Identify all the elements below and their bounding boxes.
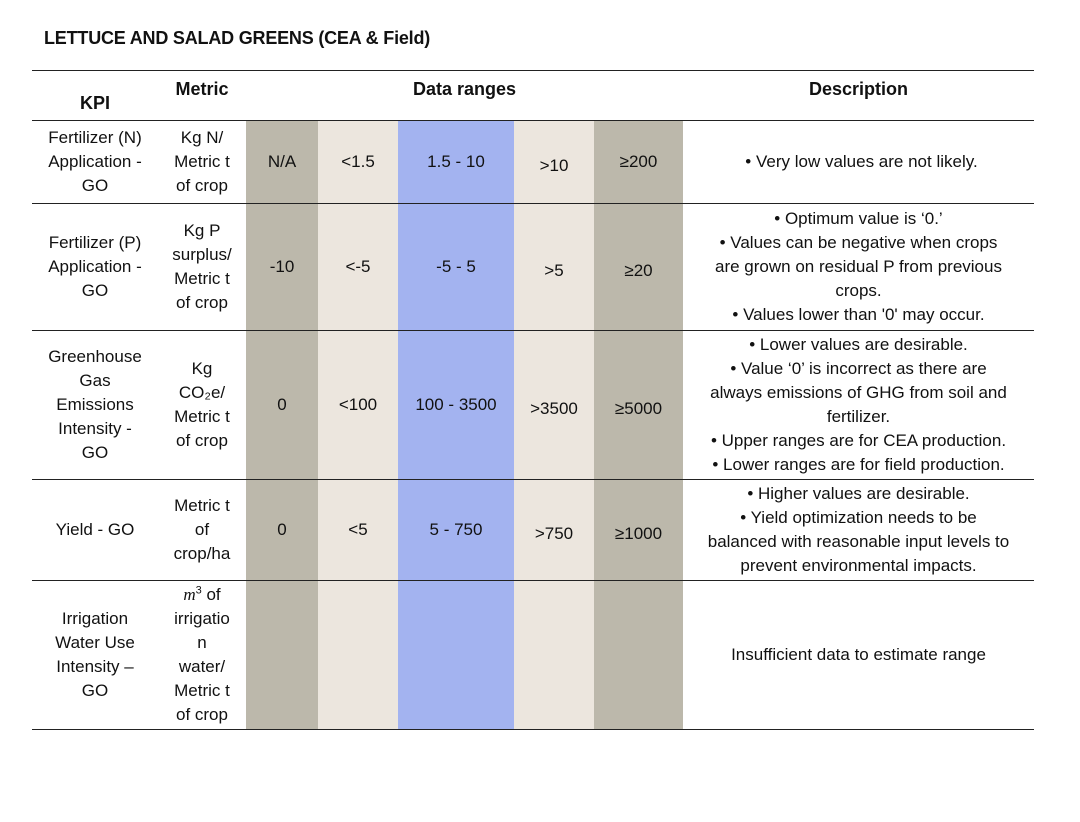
range-cell	[246, 581, 318, 730]
range-cell: >10	[514, 121, 594, 204]
header-metric: Metric	[158, 71, 246, 121]
range-cell: N/A	[246, 121, 318, 204]
range-cell: 100 - 3500	[398, 331, 514, 480]
range-cell: 1.5 - 10	[398, 121, 514, 204]
metric-cell: Kg P surplus/ Metric t of crop	[158, 204, 246, 331]
range-cell: <5	[318, 480, 398, 581]
range-cell: 0	[246, 480, 318, 581]
range-cell: >750	[514, 480, 594, 581]
range-cell	[398, 581, 514, 730]
range-cell	[514, 581, 594, 730]
range-cell: <-5	[318, 204, 398, 331]
description-cell: • Higher values are desirable. • Yield optimization needs to be balanced with reasonable input levels to prevent environmental impacts.	[683, 480, 1034, 581]
header-description: Description	[683, 71, 1034, 121]
table-row	[32, 581, 1034, 730]
metric-cell: Kg N/ Metric t of crop	[158, 121, 246, 204]
range-cell: -10	[246, 204, 318, 331]
metric-cell: $m^3$ of irrigatio n water/ Metric t of crop	[158, 581, 246, 730]
range-cell: 0	[246, 331, 318, 480]
header-data-ranges: Data ranges	[246, 71, 683, 121]
description-cell: Insufficient data to estimate range	[683, 581, 1034, 730]
table-row	[32, 204, 1034, 331]
range-cell: <100	[318, 331, 398, 480]
metric-cell: Kg CO₂e/ Metric t of crop	[158, 331, 246, 480]
range-cell: >5	[514, 204, 594, 331]
table-row	[32, 331, 1034, 480]
table-row	[32, 480, 1034, 581]
kpi-cell: Fertilizer (P) Application - GO	[32, 204, 158, 331]
kpi-cell: Greenhouse Gas Emissions Intensity - GO	[32, 331, 158, 480]
kpi-cell: Yield - GO	[32, 480, 158, 581]
range-cell: ≥200	[594, 121, 683, 204]
description-cell: • Lower values are desirable. • Value ‘0’ is incorrect as there are always emissions of GHG from soil and fertilizer. • Upper ranges are for CEA production. • Lower ranges are for field production.	[683, 331, 1034, 480]
kpi-table	[32, 70, 1034, 730]
range-cell: -5 - 5	[398, 204, 514, 331]
range-cell: ≥20	[594, 204, 683, 331]
table-row	[32, 121, 1034, 204]
kpi-cell: Fertilizer (N) Application - GO	[32, 121, 158, 204]
range-cell: ≥5000	[594, 331, 683, 480]
range-cell: >3500	[514, 331, 594, 480]
range-cell: <1.5	[318, 121, 398, 204]
metric-cell: Metric t of crop/ha	[158, 480, 246, 581]
range-cell: ≥1000	[594, 480, 683, 581]
header-kpi: KPI	[32, 71, 158, 121]
range-cell: 5 - 750	[398, 480, 514, 581]
range-cell	[594, 581, 683, 730]
description-cell: • Very low values are not likely.	[683, 121, 1034, 204]
range-cell	[318, 581, 398, 730]
description-cell: • Optimum value is ‘0.’ • Values can be negative when crops are grown on residual P from previous crops. • Values lower than '0' may occur.	[683, 204, 1034, 331]
page-title: LETTUCE AND SALAD GREENS (CEA & Field)	[44, 28, 431, 48]
kpi-cell: Irrigation Water Use Intensity – GO	[32, 581, 158, 730]
